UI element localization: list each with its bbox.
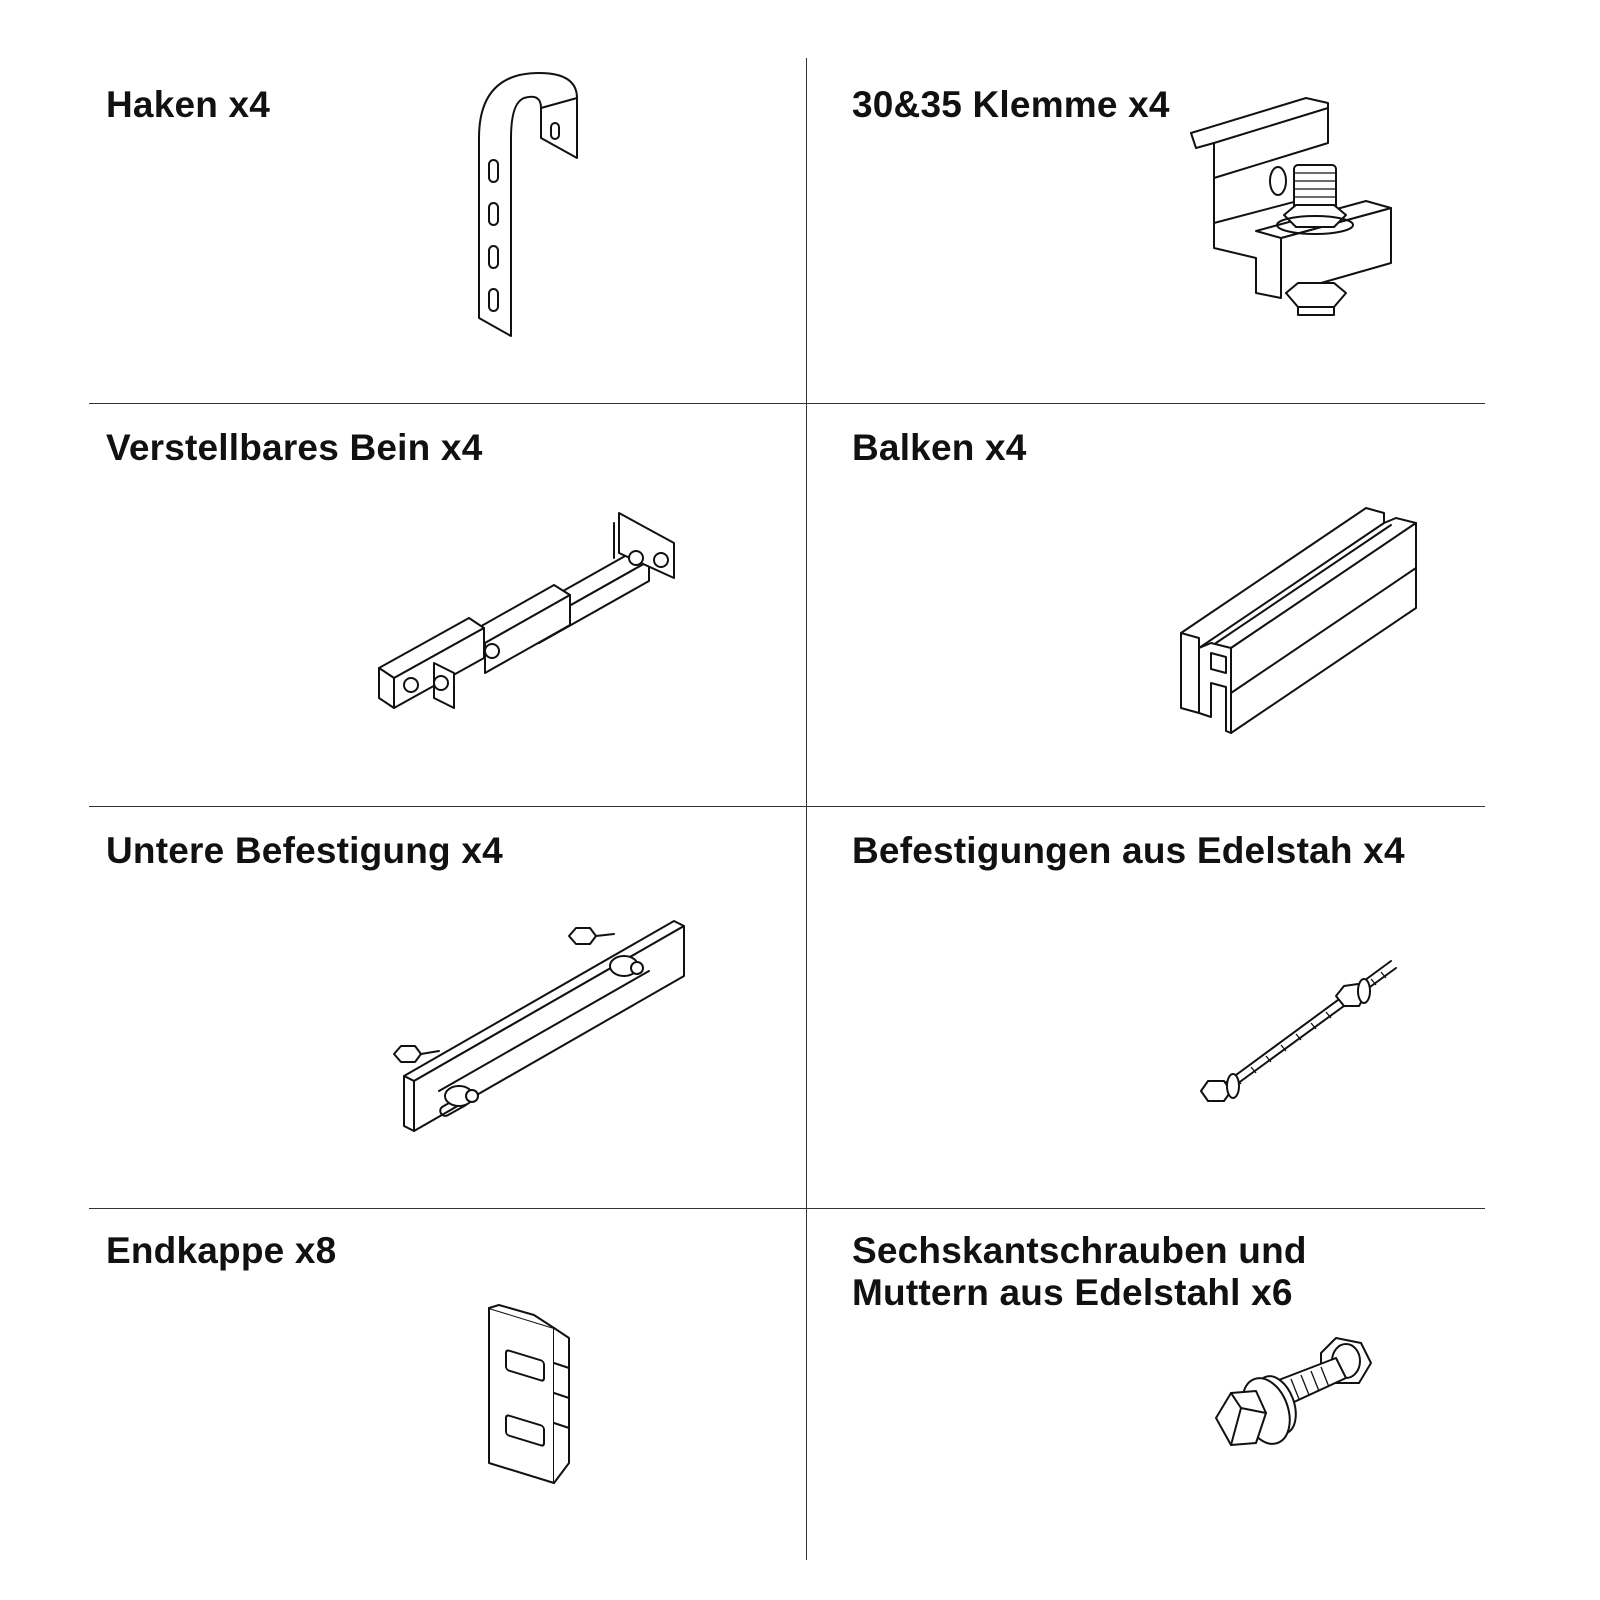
part-label: Endkappe x8: [106, 1230, 337, 1271]
part-label: Untere Befestigung x4: [106, 830, 503, 871]
adjustable-leg-icon: [374, 503, 694, 723]
part-label: Balken x4: [852, 427, 1027, 468]
part-cell-rail: [806, 403, 1485, 806]
part-label: 30&35 Klemme x4: [852, 84, 1170, 125]
part-label: Befestigungen aus Edelstah x4: [852, 830, 1405, 871]
end-cap-icon: [484, 1303, 594, 1488]
bottom-bracket-icon: [389, 916, 689, 1156]
hook-icon: [469, 68, 609, 358]
part-cell-bottom-bracket: [89, 806, 806, 1208]
threaded-rod-icon: [1196, 946, 1406, 1116]
rail-beam-icon: [1176, 503, 1426, 738]
part-label: Verstellbares Bein x4: [106, 427, 483, 468]
part-cell-hook: [89, 58, 806, 403]
part-cell-end-cap: [89, 1208, 806, 1560]
part-cell-adjustable-leg: [89, 403, 806, 806]
part-cell-hex-bolt: [806, 1208, 1485, 1560]
part-cell-clamp: [806, 58, 1485, 403]
hex-bolt-nut-icon: [1211, 1333, 1386, 1478]
part-label: Sechskantschrauben und Muttern aus Edelstahl x6: [852, 1230, 1307, 1313]
part-cell-threaded-rod: [806, 806, 1485, 1208]
part-label: Haken x4: [106, 84, 271, 125]
end-clamp-icon: [1186, 93, 1411, 333]
